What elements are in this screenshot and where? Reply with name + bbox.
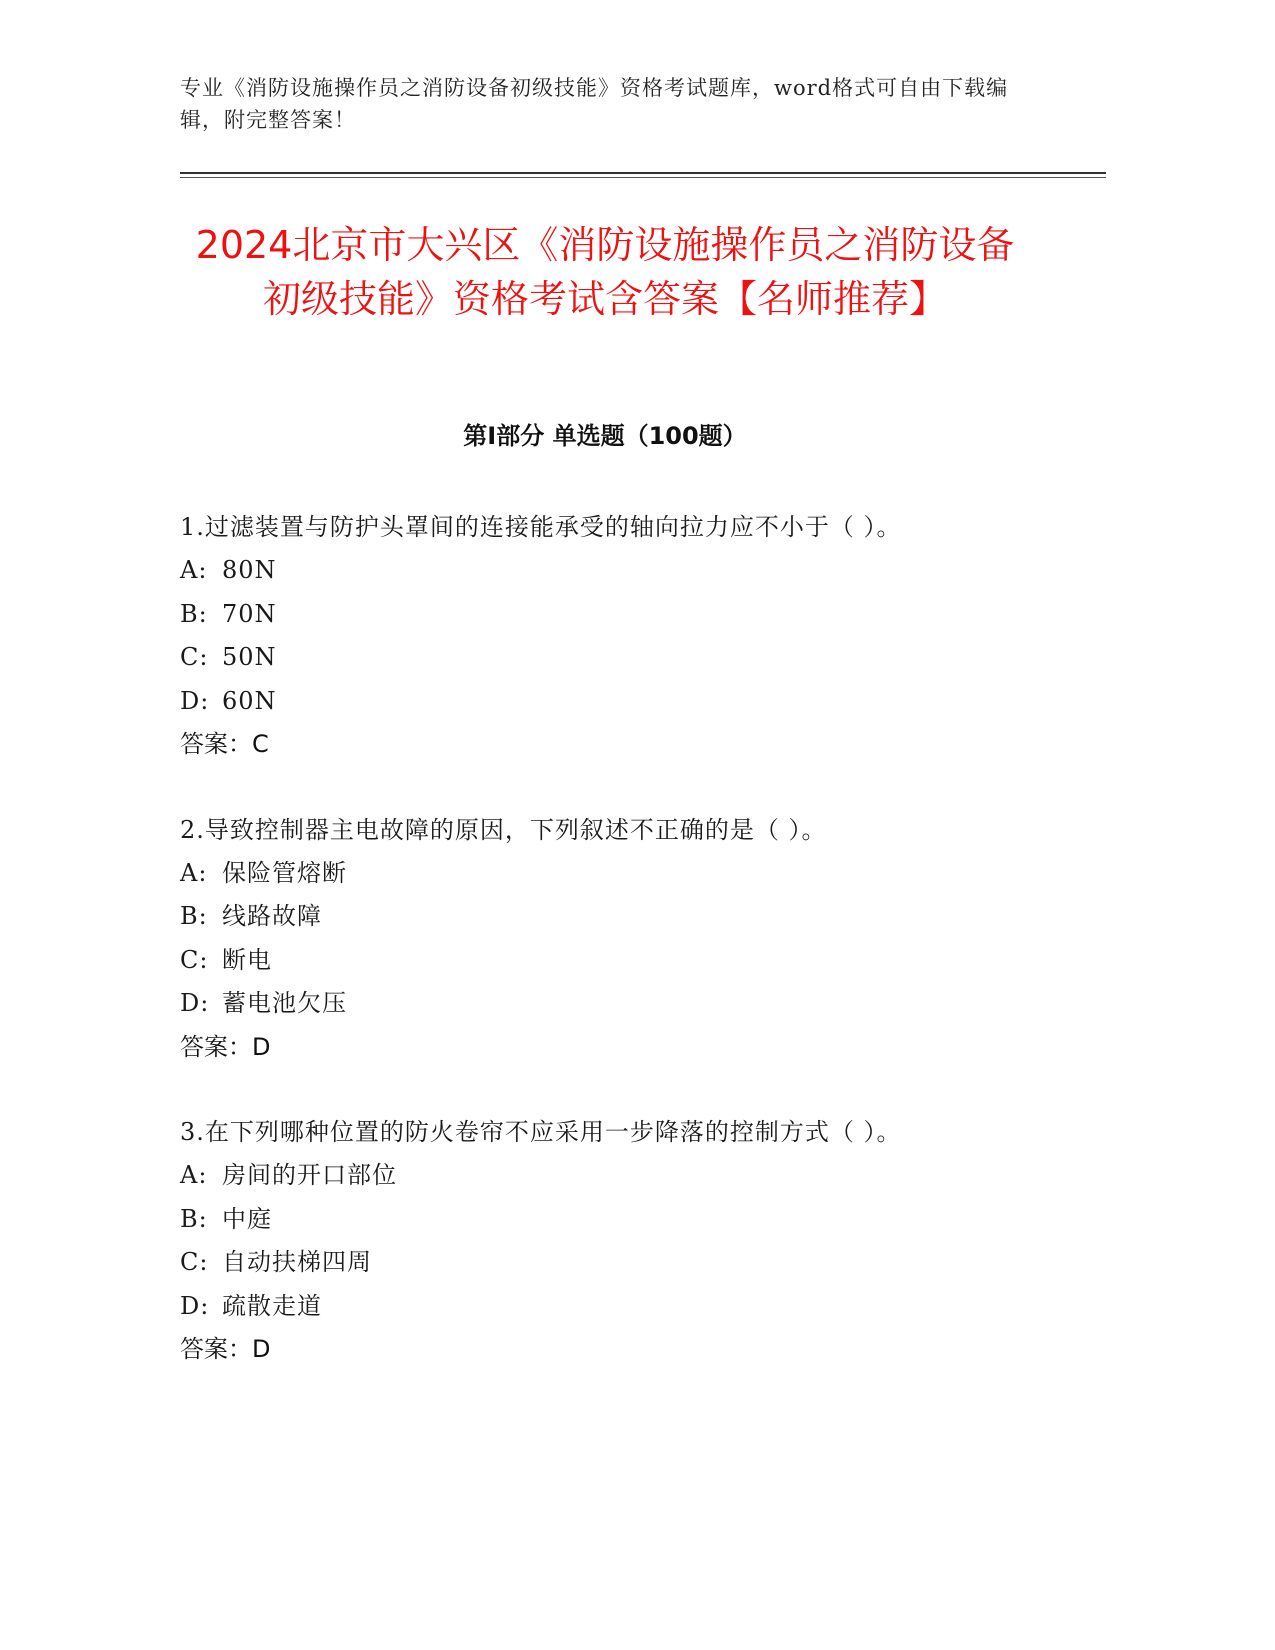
option-letter: D: — [180, 989, 210, 1017]
header-note: 专业《消防设施操作员之消防设备初级技能》资格考试题库，word格式可自由下载编辑，附完整答案！ — [180, 76, 1009, 132]
question-answer: 答案：D — [180, 1032, 271, 1061]
option-letter: A: — [180, 1161, 208, 1189]
question-stem: 1.过滤装置与防护头罩间的连接能承受的轴向拉力应不小于（ ）。 — [180, 513, 902, 541]
question-option — [180, 1285, 1080, 1329]
option-letter: D: — [180, 1291, 210, 1320]
question-option — [180, 680, 1080, 724]
option-letter: B: — [180, 1204, 208, 1233]
question-stem: 3.在下列哪种位置的防火卷帘不应采用一步降落的控制方式（ ）。 — [180, 1118, 902, 1146]
option-text: 50N — [222, 643, 277, 671]
question-item — [180, 506, 1080, 767]
question-option — [180, 982, 1080, 1026]
option-letter: A: — [180, 556, 208, 584]
question-option — [180, 549, 1080, 593]
question-stem: 2.导致控制器主电故障的原因，下列叙述不正确的是（ ）。 — [180, 815, 827, 844]
document-title: 2024北京市大兴区《消防设施操作员之消防设备初级技能》资格考试含答案【名师推荐】 — [195, 223, 1015, 321]
header-divider-thin — [180, 177, 1106, 178]
option-text: 断电 — [222, 945, 272, 974]
option-text: 保险管熔断 — [222, 858, 347, 887]
option-text: 蓄电池欠压 — [222, 989, 347, 1017]
question-item — [180, 1111, 1080, 1372]
header-divider-thick — [180, 172, 1106, 174]
question-option — [180, 593, 1080, 637]
option-text: 80N — [222, 556, 277, 584]
option-letter: B: — [180, 599, 208, 628]
question-option — [180, 636, 1080, 680]
option-text: 60N — [222, 686, 277, 715]
question-answer: 答案：D — [180, 1335, 271, 1363]
option-letter: C: — [180, 643, 209, 671]
option-letter: C: — [180, 1248, 209, 1276]
option-letter: B: — [180, 902, 208, 930]
question-answer: 答案：C — [180, 730, 269, 758]
question-list — [180, 506, 1080, 1414]
question-option — [180, 852, 1080, 896]
option-text: 疏散走道 — [222, 1291, 322, 1320]
option-text: 70N — [222, 599, 277, 628]
question-option — [180, 895, 1080, 939]
question-option — [180, 939, 1080, 983]
section-heading: 第I部分 单选题（100题） — [463, 422, 747, 450]
question-option — [180, 1241, 1080, 1285]
option-text: 线路故障 — [222, 902, 322, 930]
option-text: 房间的开口部位 — [222, 1161, 397, 1189]
option-letter: A: — [180, 858, 208, 887]
option-text: 中庭 — [222, 1204, 272, 1233]
question-item — [180, 809, 1080, 1070]
option-text: 自动扶梯四周 — [222, 1248, 372, 1276]
question-option — [180, 1198, 1080, 1242]
option-letter: D: — [180, 686, 210, 715]
option-letter: C: — [180, 945, 209, 974]
question-option — [180, 1154, 1080, 1198]
